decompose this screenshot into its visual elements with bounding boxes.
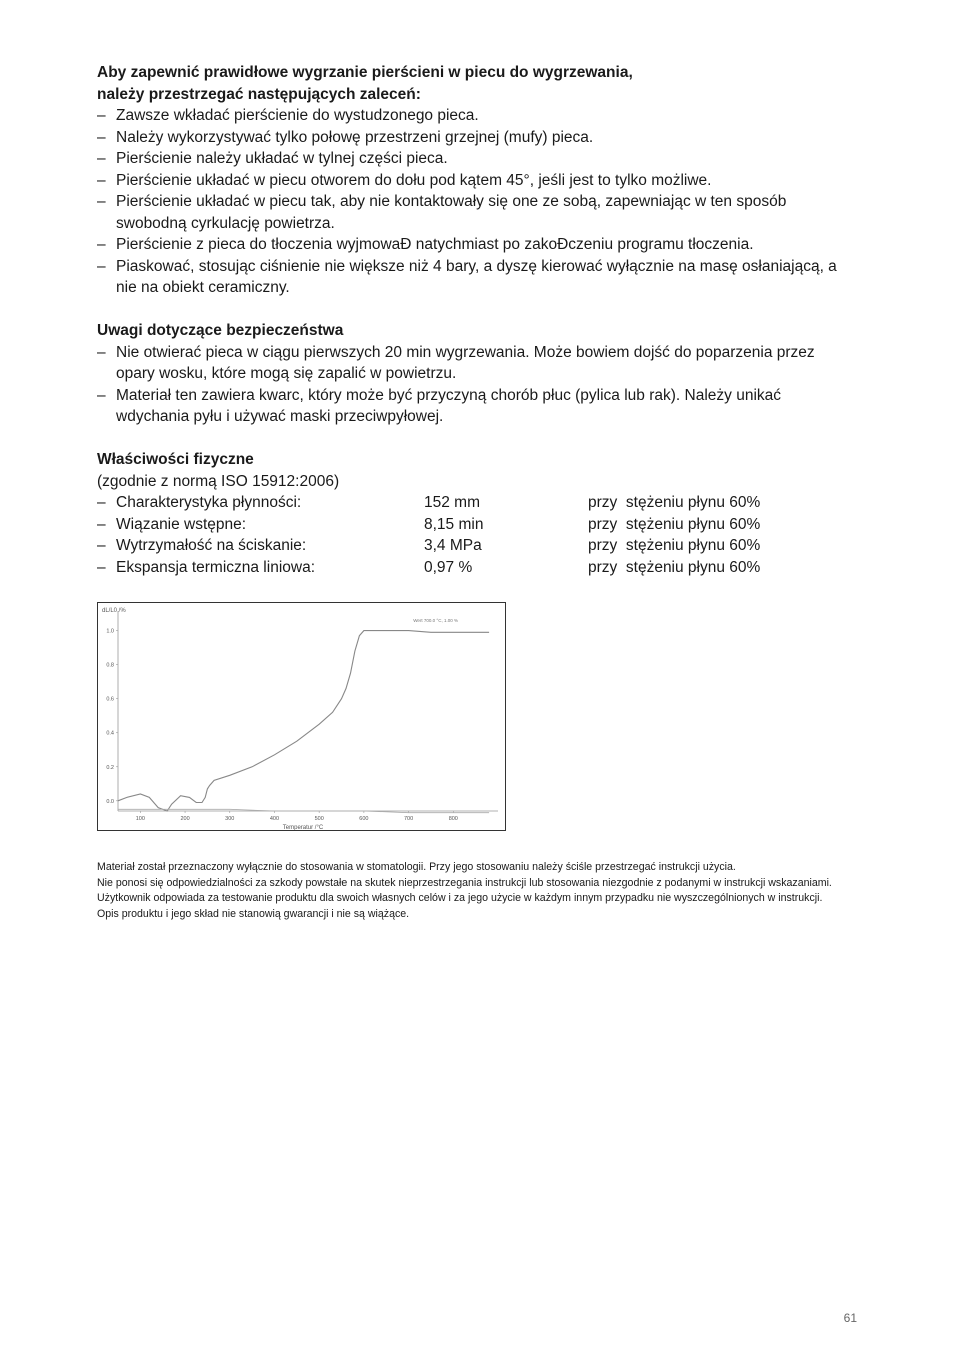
property-name: Wytrzymałość na ściskanie:: [116, 537, 307, 554]
property-value: 152 mm: [424, 494, 480, 511]
section2-heading: Uwagi dotyczące bezpieczeństwa: [97, 322, 344, 339]
y-axis-label: dL/L0 /%: [102, 608, 126, 614]
property-value: 3,4 MPa: [424, 537, 482, 554]
disclaimer: [97, 860, 847, 922]
y-tick-label: 0.8: [106, 662, 114, 669]
chart-svg: [98, 603, 505, 830]
y-tick-label: 0.4: [106, 730, 114, 737]
disclaimer-line2: Nie ponosi się odpowiedzialności za szkody powstałe na skutek nieprzestrzegania instrukcji lub stosowania niezgodnie z podanymi w instrukcji wskazaniami. Użytkownik odpowiada za testowanie produktu dla swoich własnych celów i za jego użycie w każdym innym przypadku nie wyszczególnionych w instrukcji. Opis produktu i jego skład nie stanowią gwarancji i nie są wiążące.: [97, 876, 832, 920]
page-number: 61: [843, 1311, 857, 1325]
section3-heading: Właściwości fizyczne: [97, 451, 254, 468]
properties-table: [97, 492, 857, 578]
property-name: Charakterystyka płynności:: [116, 494, 302, 511]
x-tick-label: 300: [225, 816, 235, 822]
y-tick-label: 0.0: [106, 798, 114, 805]
x-tick-label: 700: [403, 816, 414, 822]
section1-heading: [97, 62, 857, 105]
x-tick-label: 800: [448, 816, 458, 822]
section1-heading-line1: Aby zapewnić prawidłowe wygrzanie pierścieni w piecu do wygrzewania,: [97, 64, 633, 81]
y-tick-label: 0.2: [106, 764, 114, 771]
property-condition: przy stężeniu płynu 60%: [588, 558, 761, 576]
property-condition: przy stężeniu płynu 60%: [588, 515, 761, 533]
x-tick-label: 400: [269, 816, 280, 822]
list-item: – Pierścienie układać w piecu otworem do dołu pod kątem 45°, jeśli jest to tylko możliwe.: [97, 171, 712, 189]
chart-annotation: Wert 700.0 °C, 1.00 %: [413, 618, 458, 623]
property-row: – Wiązanie wstępne: 8,15 min przy stężeniu płynu 60%: [97, 514, 857, 536]
property-name: Wiązanie wstępne:: [116, 515, 247, 533]
list-item: – Materiał ten zawiera kwarc, który może być przyczyną chorób płuc (pylica lub rak). Należy unikać wdychania pyłu i używać maski przeciwpyłowej.: [97, 386, 782, 425]
list-item: – Pierścienie należy układać w tylnej części pieca.: [97, 150, 448, 167]
list-item: – Zawsze wkładać pierścienie do wystudzonego pieca.: [97, 107, 479, 124]
section3-subheading: (zgodnie z normą ISO 15912:2006): [97, 472, 340, 490]
y-tick-label: 0.6: [106, 696, 114, 703]
x-axis-label: Temperatur /°C: [282, 825, 324, 830]
property-value: 8,15 min: [424, 515, 484, 533]
property-row: – Charakterystyka płynności: 152 mm przy stężeniu płynu 60%: [97, 492, 857, 514]
list-item: – Pierścienie z pieca do tłoczenia wyjmowaĐ natychmiast po zakoĐczeniu programu tłoczenia.: [97, 236, 754, 253]
x-tick-label: 200: [180, 816, 190, 822]
property-condition: przy stężeniu płynu 60%: [588, 537, 761, 554]
property-name: Ekspansja termiczna liniowa:: [116, 558, 316, 576]
x-tick-label: 500: [314, 816, 324, 822]
list-item: – Nie otwierać pieca w ciągu pierwszych 20 min wygrzewania. Może bowiem dojść do poparzenia przez opary wosku, które mogą się zapalić w powietrzu.: [97, 343, 815, 382]
property-condition: przy stężeniu płynu 60%: [588, 494, 761, 511]
x-tick-label: 600: [359, 816, 369, 822]
section1-list: [97, 105, 857, 299]
list-item: – Piaskować, stosując ciśnienie nie większe niż 4 bary, a dyszę kierować wyłącznie na masę osłaniającą, a nie na obiekt ceramiczny.: [97, 257, 837, 296]
property-row: – Wytrzymałość na ściskanie: 3,4 MPa przy stężeniu płynu 60%: [97, 535, 857, 557]
thermal-expansion-chart: [97, 602, 506, 831]
series-line: [118, 631, 489, 811]
disclaimer-line1: Materiał został przeznaczony wyłącznie do stosowania w stomatologii. Przy jego stosowaniu należy ściśle przestrzegać instrukcji użycia.: [97, 861, 736, 873]
section2-list: [97, 342, 857, 428]
y-tick-label: 1.0: [106, 628, 114, 635]
x-tick-label: 100: [135, 816, 145, 822]
list-item: – Należy wykorzystywać tylko połowę przestrzeni grzejnej (mufy) pieca.: [97, 128, 594, 146]
section1-heading-line2: należy przestrzegać następujących zaleceń:: [97, 85, 421, 103]
list-item: – Pierścienie układać w piecu tak, aby nie kontaktowały się one ze sobą, zapewniając w ten sposób swobodną cyrkulację powietrza.: [97, 193, 787, 232]
property-row: – Ekspansja termiczna liniowa: 0,97 % przy stężeniu płynu 60%: [97, 557, 857, 579]
property-value: 0,97 %: [424, 558, 473, 576]
page-content: [97, 62, 857, 578]
